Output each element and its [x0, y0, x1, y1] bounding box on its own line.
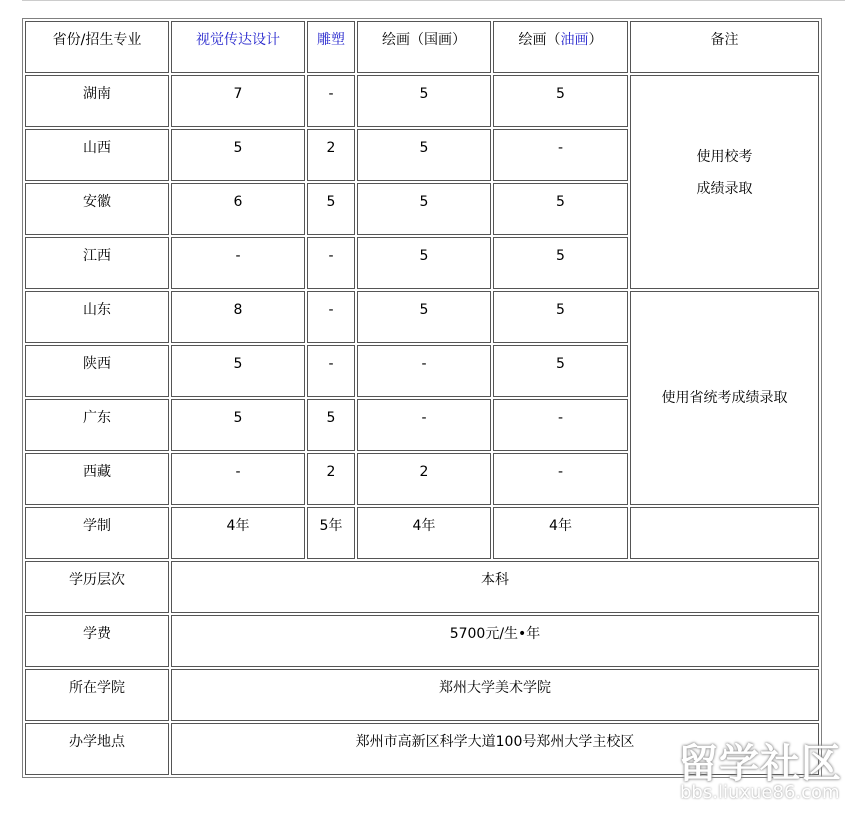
quota-cell: 5: [493, 291, 628, 343]
province-name: 湖南: [25, 75, 169, 127]
province-name: 山西: [25, 129, 169, 181]
header-row: [25, 21, 819, 73]
cell: 4年: [493, 507, 628, 559]
quota-cell: -: [493, 453, 628, 505]
quota-cell: -: [493, 399, 628, 451]
note-school-exam: [630, 75, 819, 289]
text: 绘画（: [518, 32, 561, 48]
province-row: [25, 291, 819, 343]
header-note: 备注: [630, 21, 819, 73]
quota-cell: 2: [307, 453, 355, 505]
quota-cell: 2: [307, 129, 355, 181]
note-line: 成绩录取: [696, 181, 753, 197]
cell: 5年: [307, 507, 355, 559]
quota-cell: 5: [493, 345, 628, 397]
oil-painting-link[interactable]: 油画: [560, 32, 589, 48]
province-name: 西藏: [25, 453, 169, 505]
info-value: 郑州大学美术学院: [171, 669, 819, 721]
province-name: 安徽: [25, 183, 169, 235]
quota-cell: 8: [171, 291, 305, 343]
province-name: 山东: [25, 291, 169, 343]
quota-cell: -: [171, 237, 305, 289]
admission-table: [22, 18, 822, 778]
quota-cell: -: [307, 345, 355, 397]
quota-cell: -: [171, 453, 305, 505]
info-value: 5700元/生•年: [171, 615, 819, 667]
quota-cell: 5: [493, 75, 628, 127]
quota-cell: -: [357, 399, 491, 451]
top-divider: [22, 0, 845, 1]
quota-cell: 5: [307, 183, 355, 235]
header-visual-design-link[interactable]: 视觉传达设计: [171, 21, 305, 73]
quota-cell: 5: [171, 345, 305, 397]
duration-row: [25, 507, 819, 559]
note-line: 使用校考: [696, 149, 753, 165]
info-value: 本科: [171, 561, 819, 613]
header-chinese-painting: 绘画（国画）: [357, 21, 491, 73]
province-name: 江西: [25, 237, 169, 289]
quota-cell: -: [307, 237, 355, 289]
text: ）: [588, 32, 603, 48]
quota-cell: -: [357, 345, 491, 397]
quota-cell: 5: [493, 183, 628, 235]
quota-cell: 5: [171, 129, 305, 181]
info-label: 学历层次: [25, 561, 169, 613]
info-row: [25, 669, 819, 721]
header-sculpture-link[interactable]: 雕塑: [307, 21, 355, 73]
duration-label: 学制: [25, 507, 169, 559]
note-unified-exam: 使用省统考成绩录取: [630, 291, 819, 505]
info-row: [25, 615, 819, 667]
quota-cell: 7: [171, 75, 305, 127]
cell: 4年: [357, 507, 491, 559]
quota-cell: 6: [171, 183, 305, 235]
info-value: 郑州市高新区科学大道100号郑州大学主校区: [171, 723, 819, 775]
quota-cell: -: [307, 291, 355, 343]
quota-cell: 5: [357, 237, 491, 289]
quota-cell: 5: [357, 291, 491, 343]
quota-cell: 5: [493, 237, 628, 289]
info-row: [25, 561, 819, 613]
cell: [630, 507, 819, 559]
watermark-logo: 留学社区: [678, 741, 842, 787]
quota-cell: -: [493, 129, 628, 181]
header-province: 省份/招生专业: [25, 21, 169, 73]
quota-cell: -: [307, 75, 355, 127]
quota-cell: 5: [171, 399, 305, 451]
quota-cell: 2: [357, 453, 491, 505]
quota-cell: 5: [307, 399, 355, 451]
watermark-url: bbs.liuxue86.com: [680, 782, 840, 803]
province-name: 广东: [25, 399, 169, 451]
quota-cell: 5: [357, 129, 491, 181]
info-label: 办学地点: [25, 723, 169, 775]
header-oil-painting: [493, 21, 628, 73]
province-name: 陕西: [25, 345, 169, 397]
cell: 4年: [171, 507, 305, 559]
info-label: 学费: [25, 615, 169, 667]
info-label: 所在学院: [25, 669, 169, 721]
quota-cell: 5: [357, 183, 491, 235]
quota-cell: 5: [357, 75, 491, 127]
province-row: [25, 75, 819, 127]
